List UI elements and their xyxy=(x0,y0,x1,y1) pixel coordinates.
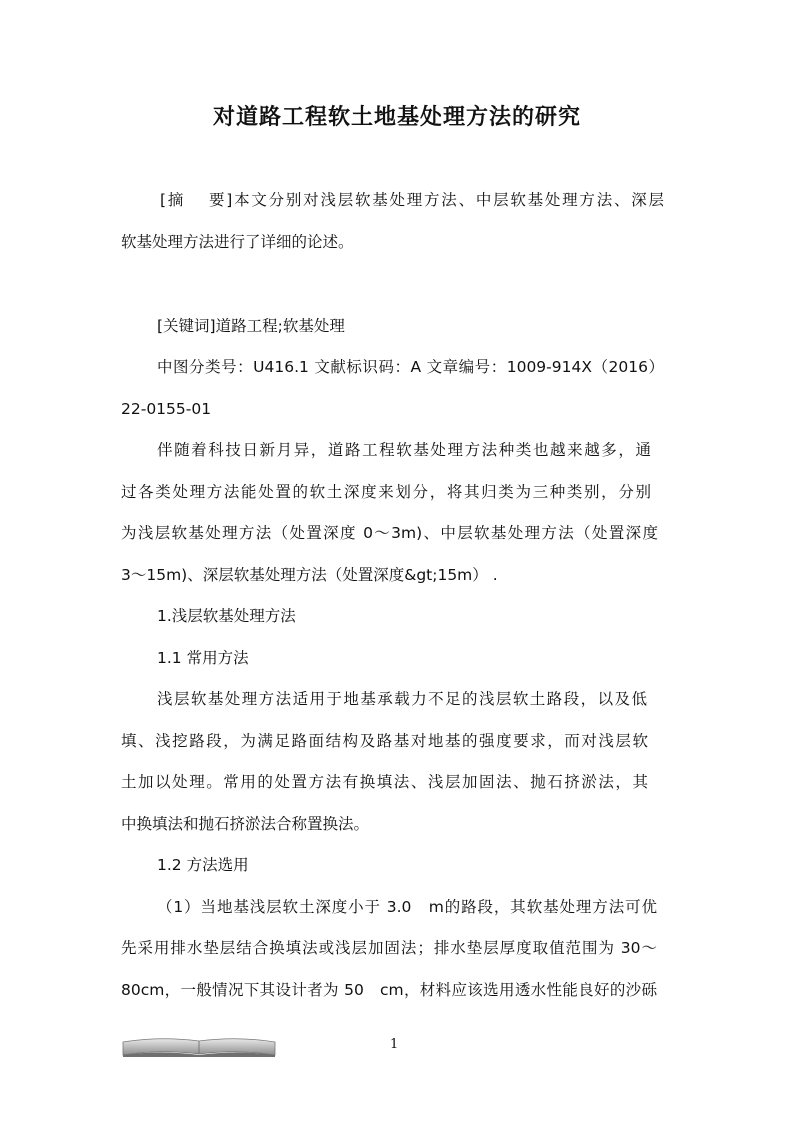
document-title: 对道路工程软土地基处理方法的研究 xyxy=(212,105,581,130)
para-1-2-line-1: （1）当地基浅层软土深度小于 3.0 m的路段，其软基处理方法可优 xyxy=(157,898,657,916)
intro-line-2: 过各类处理方法能处置的软土深度来划分，将其归类为三种类别，分别 xyxy=(121,483,651,501)
intro-line-4: 3～15m)、深层软基处理方法（处置深度&gt;15m） . xyxy=(121,566,498,584)
para-1-1-line-1: 浅层软基处理方法适用于地基承载力不足的浅层软土路段，以及低 xyxy=(157,690,647,708)
abstract-line-1: [摘 要]本文分别对浅层软基处理方法、中层软基处理方法、深层 xyxy=(160,191,664,209)
para-1-2-line-3: 80cm，一般情况下其设计者为 50 cm，材料应该选用透水性能良好的沙砾 xyxy=(121,981,657,999)
heading-1-1: 1.1 常用方法 xyxy=(157,649,249,667)
classification-line-2: 22-0155-01 xyxy=(121,400,212,418)
para-1-1-line-4: 中换填法和抛石挤淤法合称置换法。 xyxy=(121,815,370,833)
intro-line-1: 伴随着科技日新月异，道路工程软基处理方法种类也越来越多，通 xyxy=(157,441,651,459)
page-number: 1 xyxy=(390,1037,399,1052)
para-1-2-line-2: 先采用排水垫层结合换填法或浅层加固法；排水垫层厚度取值范围为 30～ xyxy=(121,939,657,957)
open-book-icon xyxy=(121,1036,277,1057)
para-1-1-line-3: 土加以处理。常用的处置方法有换填法、浅层加固法、抛石挤淤法，其 xyxy=(121,773,648,791)
heading-1: 1.浅层软基处理方法 xyxy=(157,607,296,625)
heading-1-2: 1.2 方法选用 xyxy=(157,856,249,874)
classification-line-1: 中图分类号：U416.1 文献标识码：A 文章编号：1009-914X（2016） xyxy=(157,358,664,376)
para-1-1-line-2: 填、浅挖路段，为满足路面结构及路基对地基的强度要求，而对浅层软 xyxy=(121,732,648,750)
keywords: [关键词]道路工程;软基处理 xyxy=(157,317,345,335)
abstract-line-2: 软基处理方法进行了详细的论述。 xyxy=(121,233,354,251)
intro-line-3: 为浅层软基处理方法（处置深度 0～3m)、中层软基处理方法（处置深度 xyxy=(121,524,658,542)
